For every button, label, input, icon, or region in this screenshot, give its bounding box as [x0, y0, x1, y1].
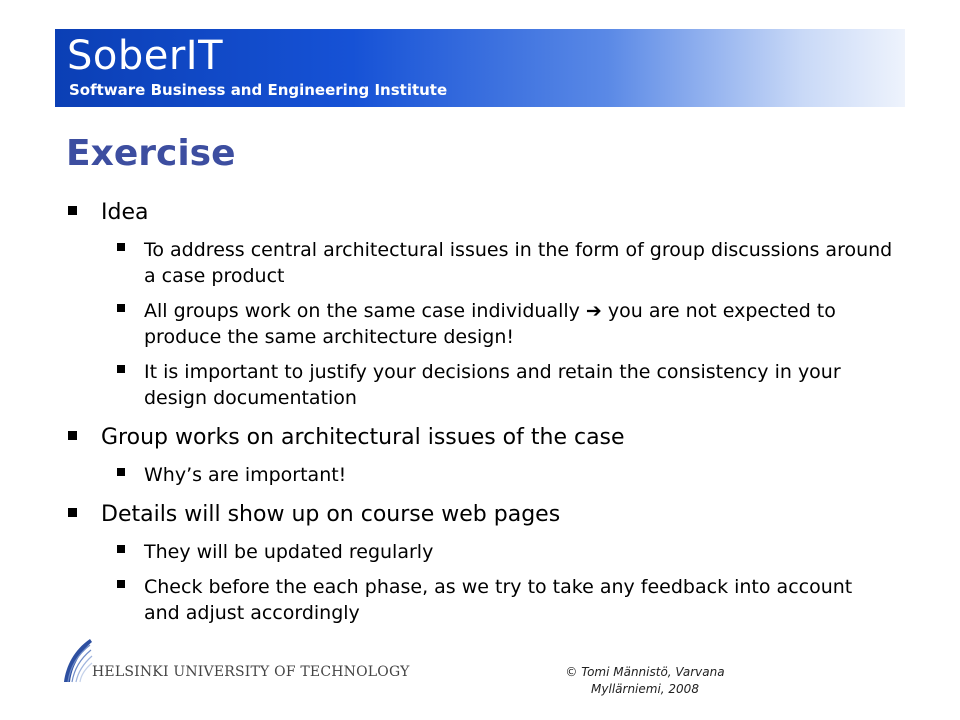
university-logo-icon — [60, 636, 94, 684]
header-banner — [55, 29, 905, 107]
bullet-group-works: Group works on architectural issues of the case — [101, 423, 901, 453]
copyright-line-1: © Tomi Männistö, Varvana — [565, 665, 725, 679]
footer-university — [60, 636, 420, 696]
sub-bullet: To address central architectural issues in the form of group discussions around a case product — [144, 239, 893, 287]
brand-name: SoberIT — [67, 33, 224, 79]
sub-bullet: It is important to justify your decisions and retain the consistency in your design documentation — [144, 359, 894, 411]
slide-content — [0, 198, 960, 626]
sub-bullet: All groups work on the same case individually ➔ you are not expected to produce the same architecture design! — [144, 298, 894, 350]
brand-subtitle: Software Business and Engineering Institute — [69, 81, 448, 99]
slide-title: Exercise — [66, 133, 236, 174]
university-name: HELSINKI UNIVERSITY OF TECHNOLOGY — [92, 664, 410, 680]
bullet-details: Details will show up on course web pages — [101, 500, 901, 530]
sub-bullet: Check before the each phase, as we try to take any feedback into account and adjust accordingly — [144, 574, 894, 626]
copyright — [545, 664, 745, 698]
sub-bullet: Why’s are important! — [144, 462, 894, 488]
copyright-line-2: Myllärniemi, 2008 — [591, 682, 699, 696]
sub-bullet: They will be updated regularly — [144, 539, 894, 565]
bullet-idea: Idea — [101, 198, 901, 228]
